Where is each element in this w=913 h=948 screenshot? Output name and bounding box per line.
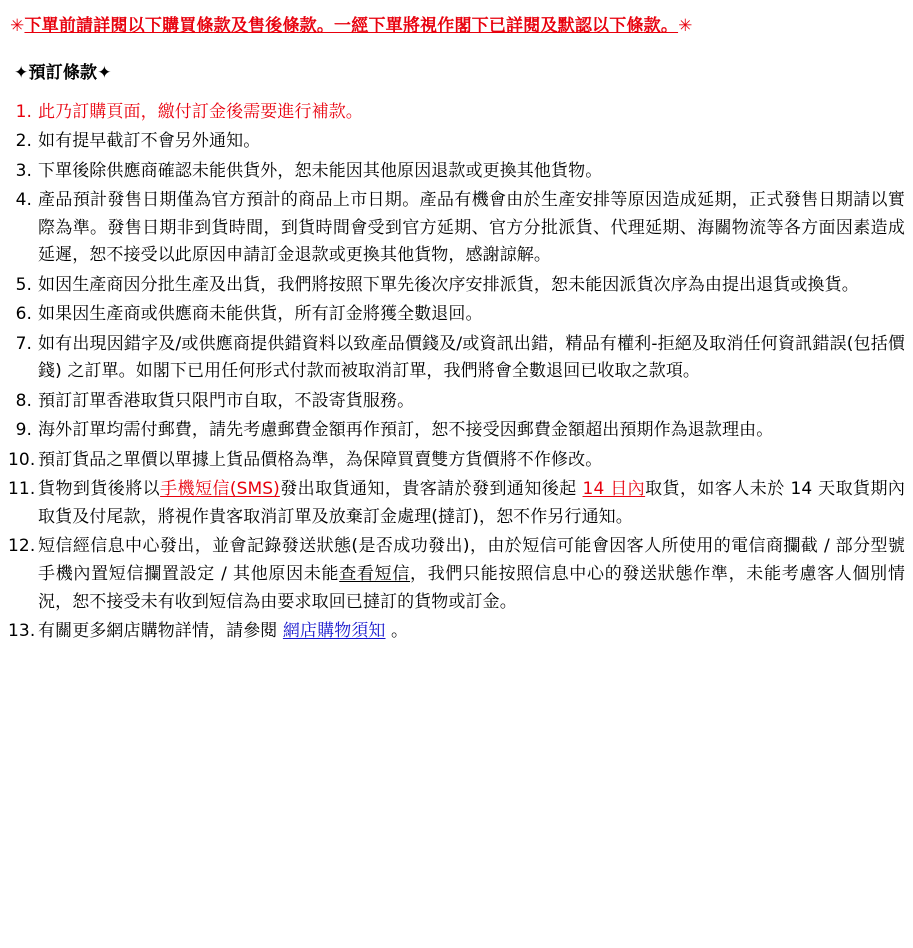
term-item [8,128,905,156]
term-text: 預訂訂單香港取貨只限門市自取，不設寄貨服務。 [38,390,415,411]
term-item [8,417,905,445]
term-item [8,301,905,329]
term-number: 6. [15,304,32,325]
page-headline [10,14,905,40]
term-item [8,331,905,386]
term-emphasis-red: 14 日內 [582,479,646,500]
term-text-segment: 發出取貨通知，貴客請於發到通知後起 [279,479,583,500]
term-text: 下單後除供應商確認未能供貨外，恕未能因其他原因退款或更換其他貨物。 [38,160,603,181]
term-item [8,533,905,616]
term-text: 海外訂單均需付郵費，請先考慮郵費金額再作預訂，恕不接受因郵費金額超出預期作為退款理由。 [38,420,774,441]
terms-list [8,99,905,646]
term-number: 5. [15,274,32,295]
term-number: 1. [15,101,32,122]
term-text: 此乃訂購頁面，繳付訂金後需要進行補款。 [38,101,363,122]
term-number: 2. [15,131,32,152]
term-item [8,187,905,270]
term-number: 9. [15,420,32,441]
term-text: 如有出現因錯字及/或供應商提供錯資料以致產品價錢及/或資訊出錯，精品有權利-拒絕及取消任何資訊錯誤(包括價錢) 之訂單。如閣下已用任何形式付款而被取消訂單，我們將會全數退回已收取之款項。 [38,333,905,382]
term-text: 如有提早截訂不會另外通知。 [38,131,261,152]
star-icon-right: ✳ [678,16,693,36]
term-text-segment: ，我們只能按照信息中心的發送狀態作準，未能考慮客人個別情況，恕不接受未有收到短信為由要求取回已撻訂的貨物或訂金。 [38,564,905,612]
term-number: 13. [8,621,36,642]
term-text-segment: 貨物到貨後將以 [38,479,161,500]
term-text-segment: 有關更多網店購物詳情，請參閱 [38,621,283,642]
term-number: 12. [8,536,36,557]
term-text-segment: 短信經信息中心發出，並會記錄發送狀態(是否成功發出)，由於短信可能會因客人所使用的電信商攔截 / 部分型號手機內置短信攔置設定 / 其他原因未能 [38,536,905,584]
term-item [8,476,905,531]
term-text: 預訂貨品之單價以單據上貨品價格為準，為保障買賣雙方貨價將不作修改。 [38,449,603,470]
term-item [8,618,905,646]
term-number: 4. [15,190,32,211]
term-text-segment: 。 [385,621,409,642]
term-number: 8. [15,390,32,411]
term-number: 3. [15,160,32,181]
term-item [8,272,905,300]
term-text: 如果因生產商或供應商未能供貨，所有訂金將獲全數退回。 [38,304,483,325]
term-number: 11. [8,479,36,500]
term-item [8,388,905,416]
term-number: 10. [8,449,36,470]
term-text-segment: 取貨，如客人未於 14 天取貨期內取貨及付尾款，將視作貴客取消訂單及放棄訂金處理(撻訂)，恕不作另行通知。 [38,479,906,527]
term-number: 7. [15,333,32,354]
term-item [8,99,905,127]
star-icon-left: ✳ [10,16,25,36]
term-text [38,533,905,616]
term-item [8,447,905,475]
headline-text: 下單前請詳閱以下購買條款及售後條款。一經下單將視作閣下已詳閱及默認以下條款。 [24,16,679,36]
term-text: 產品預計發售日期僅為官方預計的商品上市日期。產品有機會由於生產安排等原因造成延期，正式發售日期請以實際為準。發售日期非到貨時間，到貨時間會受到官方延期、官方分批派貨、代理延期、海關物流等各方面因素造成延遲，恕不接受以此原因申請訂金退款或更換其他貨物，感謝諒解。 [38,190,905,266]
term-text: 如因生產商因分批生產及出貨，我們將按照下單先後次序安排派貨，恕未能因派貨次序為由提出退貨或換貨。 [38,274,859,295]
shop-guide-link[interactable]: 網店購物須知 [282,621,386,642]
term-emphasis-red: 手機短信(SMS) [160,479,280,500]
term-text [38,618,905,646]
term-item [8,158,905,186]
term-text [38,476,905,531]
section-title: ✦預訂條款✦ [14,62,112,83]
term-emphasis: 查看短信 [339,564,411,584]
